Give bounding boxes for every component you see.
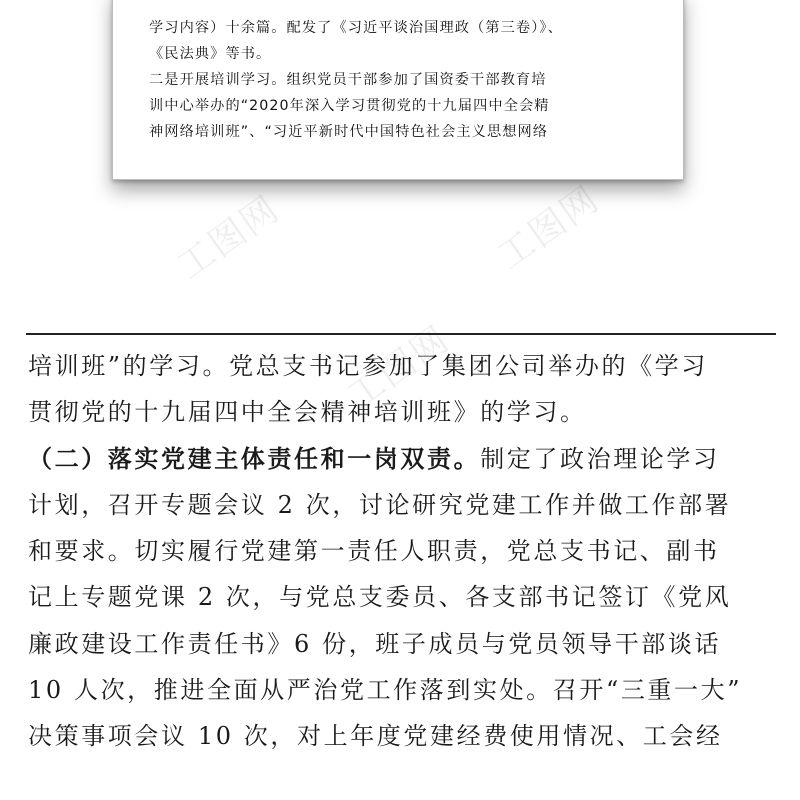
section-heading: （二）落实党建主体责任和一岗双责。 — [28, 443, 481, 473]
watermark: 工图网 — [340, 318, 458, 418]
preview-line: 《民法典》等书。 — [149, 46, 272, 62]
paragraph-line: 记上专题党课 2 次，与党总支委员、各支部书记签订《党风 — [28, 583, 732, 612]
paragraph-line — [28, 436, 776, 482]
paragraph-line: 贯彻党的十九届四中全会精神培训班》的学习。 — [28, 398, 587, 427]
paragraph-line: 决策事项会议 10 次，对上年度党建经费使用情况、工会经 — [28, 722, 723, 751]
preview-line — [149, 0, 677, 15]
page-preview-card — [112, 0, 684, 180]
watermark: 工图网 — [170, 188, 288, 288]
preview-line: 二是开展培训学习。组织党员干部参加了国资委干部教育培 — [149, 72, 547, 88]
preview-line: 学习内容）十余篇。配发了《习近平谈治国理政（第三卷）》、 — [149, 20, 563, 36]
watermark: 工图网 — [490, 178, 608, 278]
paragraph-line: 廉政建设工作责任书》6 份，班子成员与党员领导干部谈话 — [28, 629, 722, 658]
preview-line: 神网络培训班”、“习近平新时代中国特色社会主义思想网络 — [149, 124, 549, 140]
paragraph-line: 10 人次，推进全面从严治党工作落到实处。召开“三重一大” — [28, 676, 743, 705]
paragraph-line: 计划，召开专题会议 2 次，讨论研究党建工作并做工作部署 — [28, 490, 732, 519]
section-divider — [26, 333, 776, 335]
paragraph-line: 培训班”的学习。党总支书记参加了集团公司举办的《学习 — [28, 352, 708, 380]
paragraph-text: 制定了政治理论学习 — [480, 444, 720, 473]
paragraph-line: 和要求。切实履行党建第一责任人职责，党总支书记、副书 — [28, 537, 720, 566]
preview-line: 训中心举办的“2020年深入学习贯彻党的十九届四中全会精 — [149, 98, 550, 114]
preview-text — [149, 0, 677, 145]
document-body — [28, 343, 776, 760]
